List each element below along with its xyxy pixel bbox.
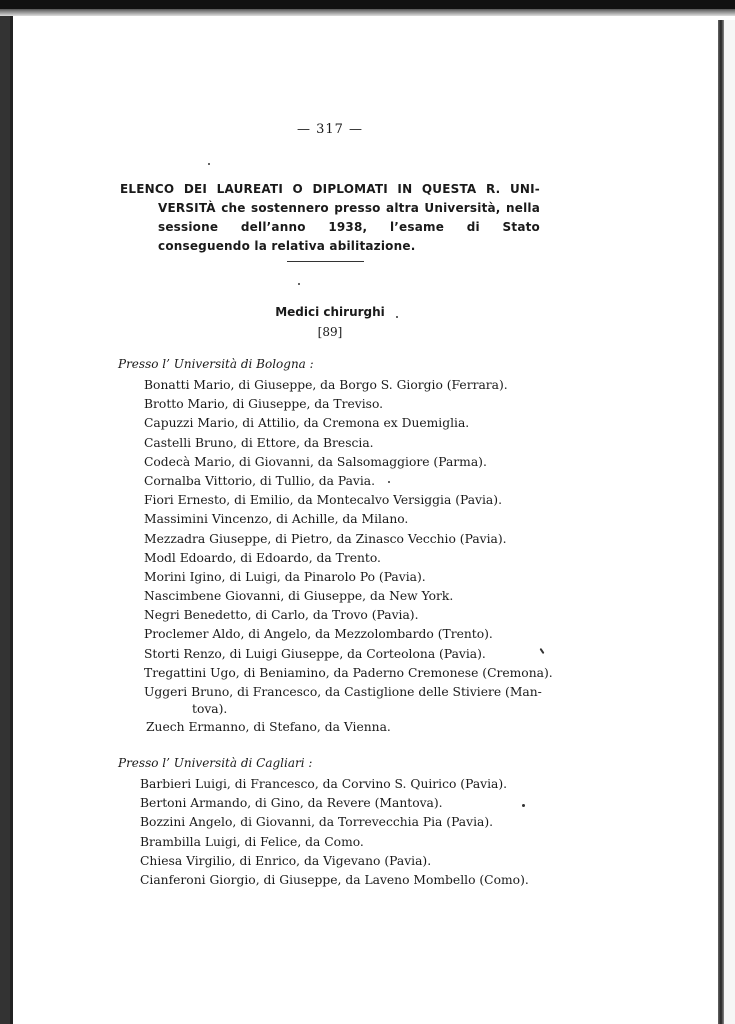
scan-top-edge (0, 0, 735, 9)
list-item: Brotto Mario, di Giuseppe, da Treviso. (144, 397, 384, 412)
list-item: Bozzini Angelo, di Giovanni, da Torrevecchia Pia (Pavia). (140, 815, 494, 830)
university-label-bologna: Presso l’ Università di Bologna : (118, 357, 314, 371)
list-item: Cornalba Vittorio, di Tullio, da Pavia. (144, 473, 376, 488)
list-item: Fiori Ernesto, di Emilio, da Montecalvo Versiggia (Pavia). (144, 493, 502, 508)
heading-first-line: ELENCO DEI LAUREATI O DIPLOMATI IN QUESTA R. UNI- (120, 182, 540, 196)
entry-list-cagliari (140, 775, 540, 890)
scan-speck (388, 481, 390, 483)
list-item: Chiesa Virgilio, di Enrico, da Vigevano (Pavia). (140, 853, 432, 868)
list-item: Modl Edoardo, di Edoardo, da Trento. (144, 550, 381, 565)
list-item: Negri Benedetto, di Carlo, da Trovo (Pavia). (144, 608, 419, 623)
list-item: Zuech Ermanno, di Stefano, da Vienna. (146, 720, 391, 735)
list-item: Massimini Vincenzo, di Achille, da Milano. (144, 512, 409, 527)
list-item: Uggeri Bruno, di Francesco, da Castiglione delle Stiviere (Man- (144, 685, 542, 699)
list-item: Tregattini Ugo, di Beniamino, da Paderno Cremonese (Cremona). (144, 665, 553, 680)
scan-speck (522, 804, 525, 807)
list-item: Capuzzi Mario, di Attilio, da Cremona ex Duemiglia. (144, 416, 470, 431)
scan-speck (396, 316, 398, 318)
list-item: Castelli Bruno, di Ettore, da Brescia. (144, 435, 374, 450)
divider-rule (287, 261, 364, 262)
list-item: Storti Renzo, di Luigi Giuseppe, da Corteolona (Pavia). (144, 646, 486, 661)
section-count: [89] (317, 325, 343, 339)
list-item: Mezzadra Giuseppe, di Pietro, da Zinasco Vecchio (Pavia). (144, 531, 507, 546)
section-title: Medici chirurghi (275, 305, 385, 319)
university-label-cagliari: Presso l’ Università di Cagliari : (118, 756, 313, 770)
heading-continuation: VERSITÀ che sostennero presso altra Università, nella sessione dell’anno 1938, l’esame di Stato conseguendo la relativa abilitazione. (158, 201, 540, 253)
list-item: Bertoni Armando, di Gino, da Revere (Mantova). (140, 796, 443, 811)
scan-right-margin (724, 20, 735, 1024)
list-item: Bonatti Mario, di Giuseppe, da Borgo S. Giorgio (Ferrara). (144, 378, 508, 392)
list-item: Brambilla Luigi, di Felice, da Como. (140, 834, 364, 849)
list-item: Morini Igino, di Luigi, da Pinarolo Po (Pavia). (144, 569, 426, 584)
scan-speck (298, 283, 300, 285)
list-item-continuation: tova). (192, 702, 228, 717)
page-number: — 317 — (296, 122, 364, 137)
scan-top-shadow (0, 9, 735, 16)
list-item: Proclemer Aldo, di Angelo, da Mezzolombardo (Trento). (144, 627, 493, 642)
list-item: Codecà Mario, di Giovanni, da Salsomaggiore (Parma). (144, 454, 487, 469)
scan-left-edge (10, 16, 13, 1024)
list-item: Barbieri Luigi, di Francesco, da Corvino S. Quirico (Pavia). (140, 777, 508, 791)
entry-list-bologna (144, 376, 553, 737)
scan-speck (208, 163, 210, 165)
list-item: Cianferoni Giorgio, di Giuseppe, da Laveno Mombello (Como). (140, 872, 529, 887)
document-heading (120, 180, 540, 256)
scan-left-border (0, 16, 10, 1024)
list-item: Nascimbene Giovanni, di Giuseppe, da New York. (144, 589, 454, 604)
